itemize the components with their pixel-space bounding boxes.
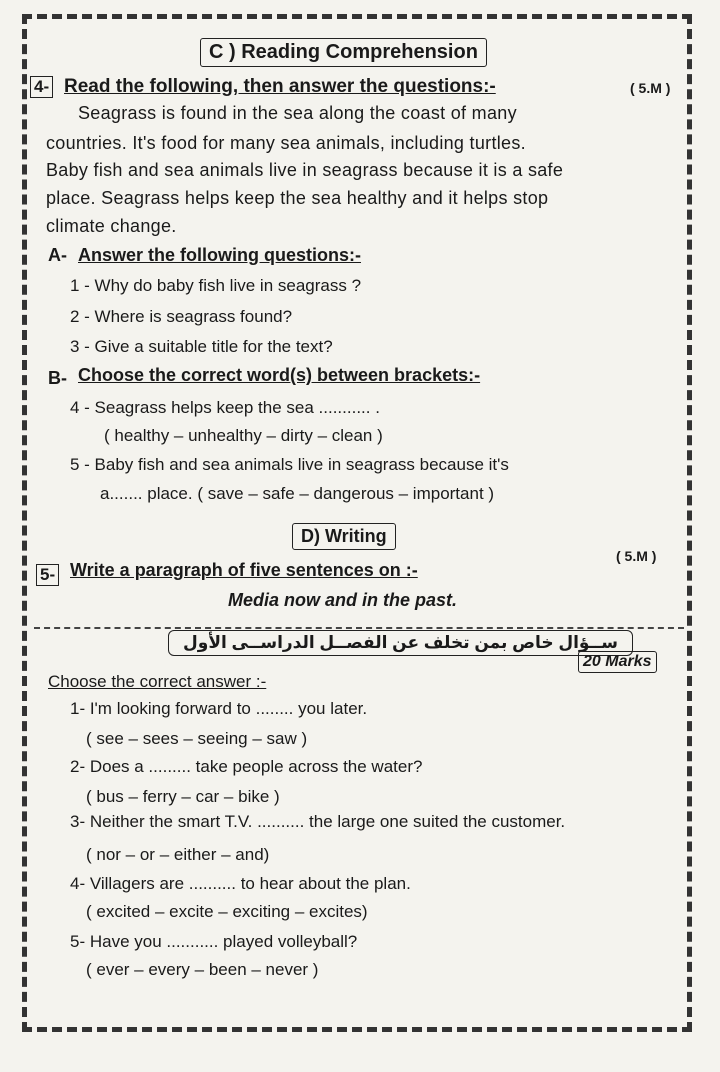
extra-question-5: 5- Have you ........... played volleyball? [70,932,358,951]
extra-question-2: 2- Does a ......... take people across the water? [70,757,423,776]
passage-line-3: Baby fish and sea animals live in seagrass because it is a safe [46,160,564,180]
extra-question-3: 3- Neither the smart T.V. .......... the large one suited the customer. [70,812,566,831]
part-b-question-5-line-2: a....... place. ( save – safe – dangerous – important ) [100,484,495,503]
extra-options-2: ( bus – ferry – car – bike ) [86,787,280,806]
section-d-title: D) Writing [292,523,396,550]
extra-options-5: ( ever – every – been – never ) [86,960,319,979]
section-c-title: C ) Reading Comprehension [200,38,487,67]
passage-line-2: countries. It's food for many sea animals, including turtles. [46,133,526,153]
question-4-marks: ( 5.M ) [630,80,671,96]
marks-box: 20 Marks [578,651,657,673]
passage-line-1: Seagrass is found in the sea along the coast of many [78,103,517,123]
part-a-question-2: 2 - Where is seagrass found? [70,307,293,326]
extra-options-4: ( excited – excite – exciting – excites) [86,902,368,921]
passage-line-4: place. Seagrass helps keep the sea healthy and it helps stop [46,188,549,208]
part-b-label: B- [48,368,67,388]
extra-question-1: 1- I'm looking forward to ........ you later. [70,699,368,718]
part-b-question-5: 5 - Baby fish and sea animals live in seagrass because it's [70,455,509,474]
extra-options-3: ( nor – or – either – and) [86,845,270,864]
writing-topic: Media now and in the past. [228,590,458,610]
question-5-marks: ( 5.M ) [616,548,657,564]
part-b-question-4: 4 - Seagrass helps keep the sea ........... . [70,398,380,417]
passage-line-5: climate change. [46,216,177,236]
part-b-question-4-options: ( healthy – unhealthy – dirty – clean ) [104,426,383,445]
part-a-label: A- [48,245,67,265]
extra-heading: Choose the correct answer :- [48,672,267,691]
part-b-heading: Choose the correct word(s) between brackets:- [78,365,481,385]
extra-question-4: 4- Villagers are .......... to hear about the plan. [70,874,411,893]
part-a-question-1: 1 - Why do baby fish live in seagrass ? [70,276,362,295]
section-divider [34,627,684,629]
question-5-instruction: Write a paragraph of five sentences on :- [70,560,418,580]
arabic-section-title: ســؤال خاص بمن تخلف عن الفصــل الدراســى الأول [168,630,633,656]
part-a-heading: Answer the following questions:- [78,245,361,265]
question-4-instruction: Read the following, then answer the questions:- [64,76,496,97]
extra-options-1: ( see – sees – seeing – saw ) [86,729,308,748]
question-5-number: 5- [36,564,59,586]
part-a-question-3: 3 - Give a suitable title for the text? [70,337,333,356]
question-4-number: 4- [30,76,53,98]
